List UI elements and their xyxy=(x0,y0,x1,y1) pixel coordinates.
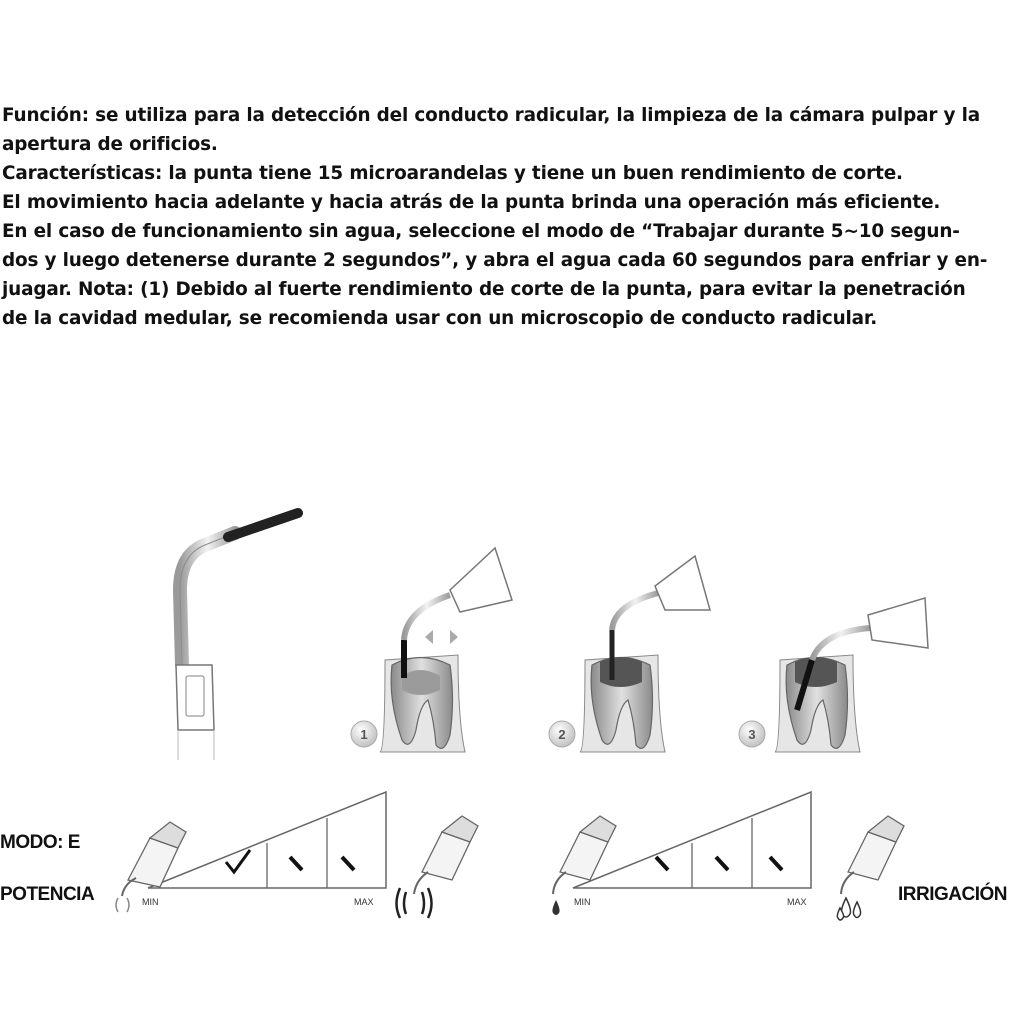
handpiece-max-irrigation-icon xyxy=(837,816,904,920)
description-line: dos y luego detenerse durante 2 segundos”, y abra el agua cada 60 segundos para enfriar y en- xyxy=(2,250,988,271)
description-line: apertura de orificios. xyxy=(2,134,218,155)
irrigation-scale xyxy=(573,792,811,907)
step-2-illustration xyxy=(549,556,710,752)
step-number: 1 xyxy=(360,727,368,742)
irrigation-label: IRRIGACIÓN xyxy=(898,884,1007,905)
power-max-label: MAX xyxy=(354,897,374,907)
water-drop-icon xyxy=(552,900,559,915)
power-min-label: MIN xyxy=(142,897,159,907)
step-1-illustration xyxy=(351,548,512,752)
step-3-illustration xyxy=(739,598,928,752)
description-line: En el caso de funcionamiento sin agua, seleccione el modo de “Trabajar durante 5~10 segun- xyxy=(2,221,960,242)
description-line: El movimiento hacia adelante y hacia atrás de la punta brinda una operación más eficiente. xyxy=(2,192,941,213)
tip-large-icon xyxy=(176,513,298,760)
irrigation-min-label: MIN xyxy=(574,897,591,907)
water-drop-icon xyxy=(853,902,860,918)
step-number: 3 xyxy=(748,727,756,742)
description-line: Función: se utiliza para la detección del conducto radicular, la limpieza de la cámara pulpar y la xyxy=(2,105,981,126)
irrigation-max-label: MAX xyxy=(787,897,807,907)
power-label: POTENCIA xyxy=(0,884,95,905)
description-line: de la cavidad medular, se recomienda usar con un microscopio de conducto radicular. xyxy=(2,308,878,329)
description-line: juagar. Nota: (1) Debido al fuerte rendimiento de corte de la punta, para evitar la penetración xyxy=(2,279,966,300)
mode-label: MODO: E xyxy=(0,832,80,853)
handpiece-max-power-icon xyxy=(397,816,479,918)
description-line: Características: la punta tiene 15 microarandelas y tiene un buen rendimiento de corte. xyxy=(2,163,903,184)
power-scale xyxy=(142,792,386,907)
step-number: 2 xyxy=(558,727,566,742)
